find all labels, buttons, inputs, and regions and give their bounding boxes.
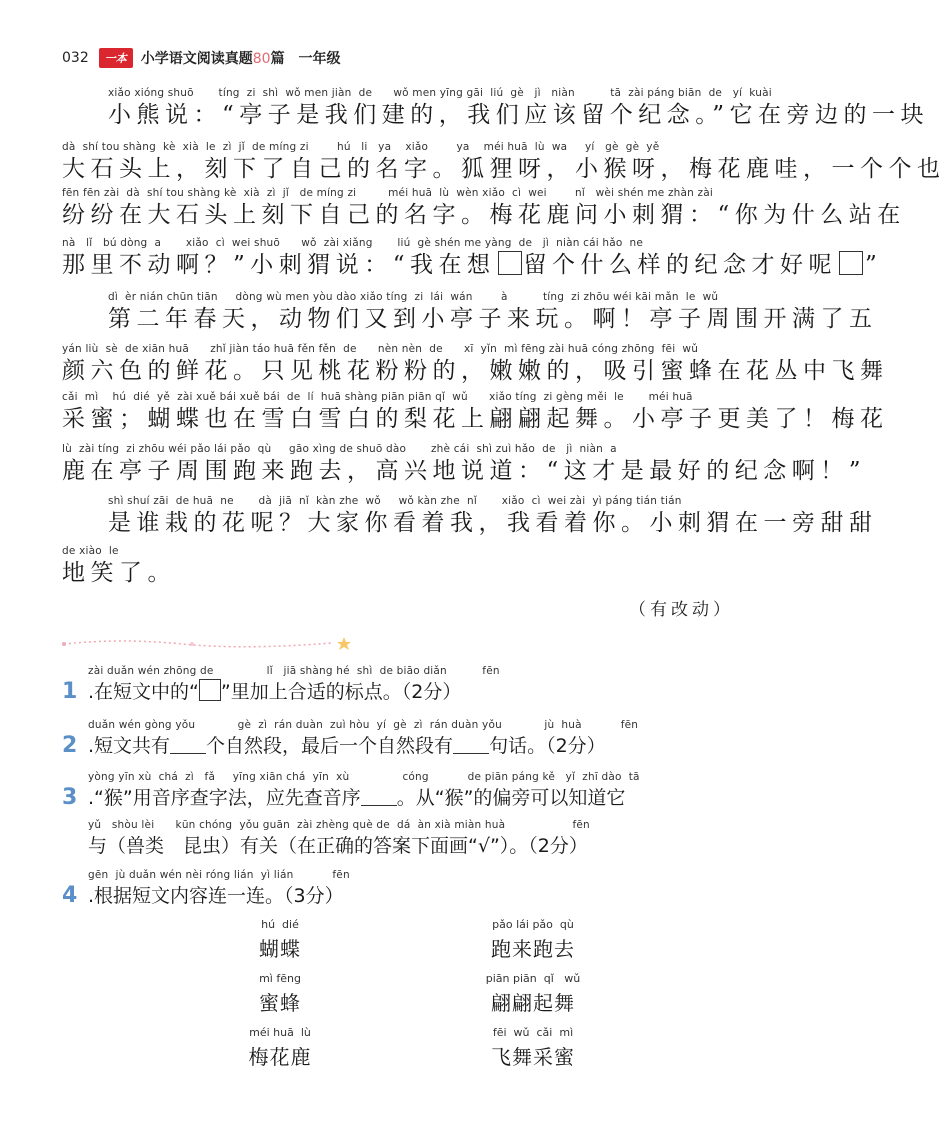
match-left-item[interactable] bbox=[225, 972, 335, 1016]
match-word: 跑来跑去 bbox=[491, 937, 575, 961]
match-word: 飞舞采蜜 bbox=[491, 1045, 575, 1069]
match-word: 翩翩起舞 bbox=[491, 991, 575, 1015]
hanzi-text: 地笑了。 bbox=[62, 560, 176, 586]
match-word: 梅花鹿 bbox=[248, 1045, 312, 1069]
match-word: 蝴蝶 bbox=[259, 937, 301, 961]
hanzi-text: 那里不动啊？”小刺猬说：“我在想 bbox=[62, 252, 496, 278]
pinyin-line: lù zài tíng zi zhōu wéi pǎo lái pǎo qù gāo xìng de shuō dào zhè cái shì zuì hǎo de jì niàn a bbox=[62, 443, 617, 455]
pinyin-line: de xiào le bbox=[62, 545, 119, 557]
match-left-item[interactable] bbox=[225, 1026, 335, 1070]
question-text-part: ”里加上合适的标点。（2分） bbox=[220, 681, 462, 703]
question-item bbox=[62, 718, 752, 760]
hanzi-text: 留个什么样的纪念才好呢 bbox=[523, 252, 838, 278]
hanzi-text: 小熊说：“亭子是我们建的，我们应该留个纪念。”它在旁边的一块 bbox=[108, 102, 930, 128]
match-right-item[interactable] bbox=[478, 918, 588, 962]
question-text bbox=[62, 784, 752, 812]
hanzi-text: ” bbox=[865, 252, 883, 278]
question-text bbox=[62, 732, 752, 760]
question-text-part: .“猴”用音序查字法，应先查音序 bbox=[88, 787, 361, 809]
answer-blank[interactable] bbox=[170, 735, 206, 754]
passage-line bbox=[62, 290, 878, 334]
match-pinyin: méi huā lù bbox=[249, 1026, 311, 1039]
hanzi-line bbox=[62, 154, 946, 184]
question-number: 4 bbox=[62, 883, 78, 908]
match-pinyin: piān piān qǐ wǔ bbox=[485, 972, 581, 985]
match-right-item[interactable] bbox=[478, 1026, 588, 1070]
question-number: 3 bbox=[62, 785, 78, 810]
hanzi-text: 第二年春天，动物们又到小亭子来玩。啊！亭子周围开满了五 bbox=[108, 306, 878, 332]
pinyin-line: yán liù sè de xiān huā zhǐ jiàn táo huā fěn fěn de nèn nèn de xī yǐn mì fēng zài huā cóng zhōng fēi wǔ bbox=[62, 343, 699, 355]
passage-line bbox=[62, 86, 930, 130]
passage-line bbox=[62, 140, 946, 184]
question-item bbox=[62, 818, 752, 860]
hanzi-text: 鹿在亭子周围跑来跑去，高兴地说道：“这才是最好的纪念啊！” bbox=[62, 458, 867, 484]
answer-blank[interactable] bbox=[453, 735, 489, 754]
match-pinyin: fēi wǔ cǎi mì bbox=[492, 1026, 574, 1039]
passage-line bbox=[62, 544, 742, 588]
match-left-item[interactable] bbox=[225, 918, 335, 962]
punctuation-box[interactable] bbox=[498, 251, 522, 275]
passage-line bbox=[62, 186, 906, 230]
question-text bbox=[62, 832, 752, 860]
punctuation-box[interactable] bbox=[839, 251, 863, 275]
question-text-part: 句话。（2分） bbox=[489, 735, 606, 757]
question-text-part: .根据短文内容连一连。（3分） bbox=[88, 885, 344, 907]
passage-line bbox=[62, 390, 889, 434]
question-pinyin: duǎn wén gòng yǒu gè zì rán duàn zuì hòu yí gè zì rán duàn yǒu jù huà fēn bbox=[88, 719, 639, 731]
hanzi-text: 是谁栽的花呢？大家你看着我，我看着你。小刺猬在一旁甜甜 bbox=[108, 510, 878, 536]
answer-blank[interactable] bbox=[361, 787, 397, 806]
pinyin-line: fēn fēn zài dà shí tou shàng kè xià zì jǐ de míng zi méi huā lù wèn xiǎo cì wei nǐ wèi shén me zhàn zài bbox=[62, 187, 714, 199]
question-number: 1 bbox=[62, 679, 78, 704]
hanzi-text: 大石头上，刻下了自己的名字。狐狸呀，小猴呀，梅花鹿哇，一个个也 bbox=[62, 156, 946, 182]
question-text bbox=[62, 882, 752, 910]
hanzi-text: 颜六色的鲜花。只见桃花粉粉的，嫩嫩的，吸引蜜蜂在花丛中飞舞 bbox=[62, 358, 889, 384]
page-number: 032 bbox=[62, 50, 89, 66]
pinyin-line: shì shuí zāi de huā ne dà jiā nǐ kàn zhe wǒ wǒ kàn zhe nǐ xiǎo cì wei zài yì páng tián tián bbox=[108, 495, 682, 507]
question-item bbox=[62, 770, 752, 812]
passage-line bbox=[62, 236, 883, 280]
hanzi-line bbox=[62, 200, 906, 230]
pinyin-line: cǎi mì hú dié yě zài xuě bái xuě bái de lí huā shàng piān piān qǐ wǔ xiǎo tíng zi gèng měi le méi huā bbox=[62, 391, 693, 403]
question-item bbox=[62, 868, 752, 910]
match-word: 蜜蜂 bbox=[259, 991, 301, 1015]
hanzi-line bbox=[62, 558, 742, 588]
pinyin-line: nà lǐ bú dòng a xiǎo cì wei shuō wǒ zài xiǎng liú gè shén me yàng de jì niàn cái hǎo ne bbox=[62, 237, 644, 249]
passage-line bbox=[62, 342, 889, 386]
question-text-part: 。从“猴”的偏旁可以知道它 bbox=[396, 787, 626, 809]
hanzi-line bbox=[108, 100, 930, 130]
match-pinyin: pǎo lái pǎo qù bbox=[492, 918, 574, 931]
book-title: 小学语文阅读真题80篇 一年级 bbox=[140, 51, 341, 67]
question-text bbox=[62, 678, 752, 706]
match-right-item[interactable] bbox=[478, 972, 588, 1016]
hanzi-line bbox=[108, 304, 878, 334]
passage-line bbox=[62, 494, 878, 538]
hanzi-line bbox=[62, 456, 867, 486]
question-pinyin: zài duǎn wén zhōng de lǐ jiā shàng hé shì de biāo diǎn fēn bbox=[88, 665, 500, 677]
hanzi-line bbox=[62, 356, 889, 386]
hanzi-line bbox=[108, 508, 878, 538]
pinyin-line: dì èr nián chūn tiān dòng wù men yòu dào xiǎo tíng zi lái wán à tíng zi zhōu wéi kāi mǎn le wǔ bbox=[108, 291, 719, 303]
question-number: 2 bbox=[62, 733, 78, 758]
pinyin-line: xiǎo xióng shuō tíng zi shì wǒ men jiàn de wǒ men yīng gāi liú gè jì niàn tā zài páng biān de yí kuài bbox=[108, 87, 772, 99]
question-item bbox=[62, 664, 752, 706]
hanzi-line bbox=[62, 250, 883, 280]
question-pinyin: yǔ shòu lèi kūn chóng yǒu guān zài zhèng què de dá àn xià miàn huà fēn bbox=[88, 819, 590, 831]
page-header bbox=[62, 46, 341, 70]
question-text-part: .短文共有 bbox=[88, 735, 171, 757]
hanzi-text: 纷纷在大石头上刻下自己的名字。梅花鹿问小刺猬：“你为什么站在 bbox=[62, 202, 906, 228]
question-text-part: 与（兽类 昆虫）有关（在正确的答案下面画“√”）。（2分） bbox=[88, 835, 588, 857]
answer-box[interactable] bbox=[199, 679, 221, 701]
question-pinyin: gēn jù duǎn wén nèi róng lián yì lián fēn bbox=[88, 869, 350, 881]
question-text-part: 个自然段，最后一个自然段有 bbox=[206, 735, 454, 757]
question-text-part: .在短文中的“ bbox=[88, 681, 199, 703]
section-divider bbox=[62, 636, 352, 650]
match-pinyin: mì fēng bbox=[259, 972, 301, 985]
hanzi-line bbox=[62, 404, 889, 434]
question-pinyin: yòng yīn xù chá zì fǎ yīng xiān chá yīn xù cóng de piān páng kě yǐ zhī dào tā bbox=[88, 771, 640, 783]
hanzi-text: 采蜜；蝴蝶也在雪白雪白的梨花上翩翩起舞。小亭子更美了！梅花 bbox=[62, 406, 889, 432]
brand-logo: 一本 bbox=[99, 48, 133, 68]
passage-line bbox=[62, 442, 867, 486]
star-icon bbox=[337, 637, 351, 650]
match-pinyin: hú dié bbox=[261, 918, 299, 931]
pinyin-line: dà shí tou shàng kè xià le zì jǐ de míng zi hú li ya xiǎo ya méi huā lù wa yí gè gè yě bbox=[62, 141, 660, 153]
edited-note: （有改动） bbox=[629, 600, 734, 620]
